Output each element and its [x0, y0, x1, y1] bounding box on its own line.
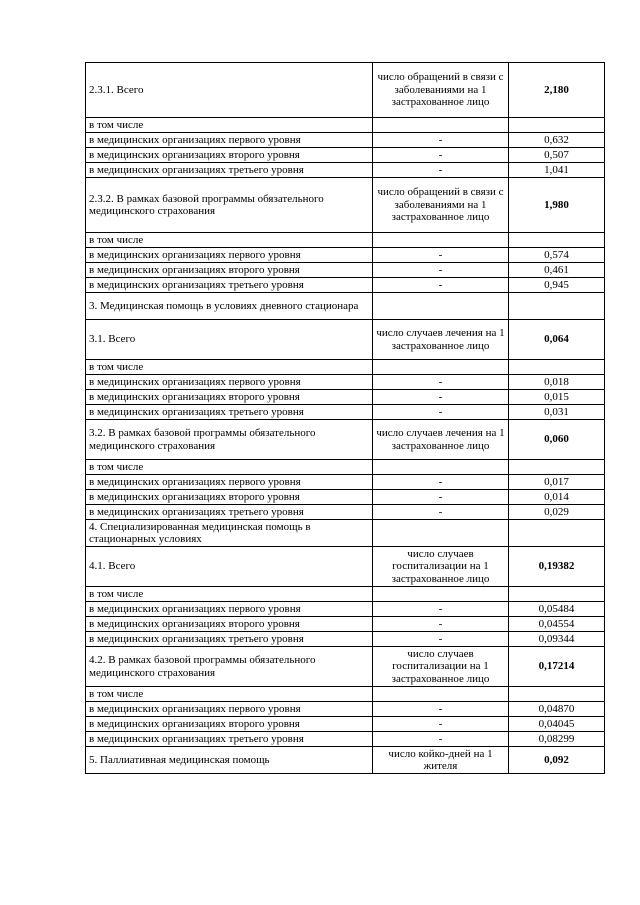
table-row	[86, 687, 605, 702]
row-unit: число обращений в связи с заболеваниями на 1 застрахованное лицо	[373, 178, 509, 233]
row-value	[509, 293, 605, 320]
row-unit: -	[373, 717, 509, 732]
row-label: 2.3.1. Всего	[86, 63, 373, 118]
row-value: 0,092	[509, 747, 605, 774]
table-row	[86, 178, 605, 233]
row-unit: -	[373, 390, 509, 405]
row-value	[509, 687, 605, 702]
row-value: 0,507	[509, 148, 605, 163]
row-label: в медицинских организациях второго уровня	[86, 263, 373, 278]
row-value: 0,05484	[509, 602, 605, 617]
row-label: в том числе	[86, 233, 373, 248]
row-label: в том числе	[86, 587, 373, 602]
row-value: 0,461	[509, 263, 605, 278]
table-row	[86, 405, 605, 420]
row-label: 2.3.2. В рамках базовой программы обязательного медицинского страхования	[86, 178, 373, 233]
row-unit: число обращений в связи с заболеваниями на 1 застрахованное лицо	[373, 63, 509, 118]
row-label: в том числе	[86, 118, 373, 133]
row-label: в медицинских организациях третьего уровня	[86, 632, 373, 647]
table-row	[86, 263, 605, 278]
row-unit: -	[373, 375, 509, 390]
row-value: 0,574	[509, 248, 605, 263]
table-row	[86, 233, 605, 248]
row-unit: число случаев госпитализации на 1 застрахованное лицо	[373, 647, 509, 687]
row-label: в медицинских организациях третьего уровня	[86, 405, 373, 420]
row-unit: число случаев госпитализации на 1 застрахованное лицо	[373, 547, 509, 587]
row-label: в медицинских организациях первого уровня	[86, 375, 373, 390]
row-value	[509, 233, 605, 248]
row-value	[509, 360, 605, 375]
table-row	[86, 278, 605, 293]
table-row	[86, 617, 605, 632]
row-value	[509, 520, 605, 547]
row-unit: -	[373, 702, 509, 717]
row-label: в медицинских организациях второго уровня	[86, 717, 373, 732]
row-label: в том числе	[86, 687, 373, 702]
row-value: 0,08299	[509, 732, 605, 747]
row-value: 0,017	[509, 475, 605, 490]
row-value	[509, 118, 605, 133]
row-value: 0,945	[509, 278, 605, 293]
table-row	[86, 547, 605, 587]
row-unit: -	[373, 248, 509, 263]
row-label: в том числе	[86, 360, 373, 375]
row-label: 5. Паллиативная медицинская помощь	[86, 747, 373, 774]
table-row	[86, 505, 605, 520]
table-row	[86, 717, 605, 732]
row-value: 0,632	[509, 133, 605, 148]
row-value: 0,014	[509, 490, 605, 505]
row-label: в медицинских организациях третьего уровня	[86, 505, 373, 520]
row-value: 0,04554	[509, 617, 605, 632]
row-label: в медицинских организациях второго уровня	[86, 617, 373, 632]
row-value: 1,041	[509, 163, 605, 178]
table-row	[86, 490, 605, 505]
row-unit: -	[373, 505, 509, 520]
row-label: 3.1. Всего	[86, 320, 373, 360]
row-label: в медицинских организациях первого уровня	[86, 475, 373, 490]
table-row	[86, 475, 605, 490]
row-label: в медицинских организациях первого уровня	[86, 133, 373, 148]
table-row	[86, 632, 605, 647]
row-unit: число случаев лечения на 1 застрахованное лицо	[373, 420, 509, 460]
row-label: 3. Медицинская помощь в условиях дневного стационара	[86, 293, 373, 320]
row-unit	[373, 293, 509, 320]
row-label: 4.2. В рамках базовой программы обязательного медицинского страхования	[86, 647, 373, 687]
row-unit: -	[373, 133, 509, 148]
row-unit: -	[373, 617, 509, 632]
table-row	[86, 148, 605, 163]
row-unit: -	[373, 732, 509, 747]
row-label: в медицинских организациях второго уровня	[86, 490, 373, 505]
row-unit: -	[373, 632, 509, 647]
row-label: 4.1. Всего	[86, 547, 373, 587]
table-row	[86, 375, 605, 390]
row-value: 0,029	[509, 505, 605, 520]
table-row	[86, 587, 605, 602]
row-value: 0,060	[509, 420, 605, 460]
indicators-table	[85, 62, 605, 774]
table-row	[86, 118, 605, 133]
row-unit	[373, 687, 509, 702]
row-label: в медицинских организациях третьего уровня	[86, 732, 373, 747]
table-row	[86, 320, 605, 360]
table-row	[86, 420, 605, 460]
row-unit: -	[373, 490, 509, 505]
row-value	[509, 460, 605, 475]
table-row	[86, 63, 605, 118]
table-body	[86, 63, 605, 774]
row-value: 1,980	[509, 178, 605, 233]
row-value: 0,064	[509, 320, 605, 360]
table-row	[86, 360, 605, 375]
row-unit: -	[373, 602, 509, 617]
table-row	[86, 602, 605, 617]
table-row	[86, 460, 605, 475]
row-unit: число койко-дней на 1 жителя	[373, 747, 509, 774]
row-label: в медицинских организациях второго уровня	[86, 390, 373, 405]
row-label: в медицинских организациях первого уровня	[86, 602, 373, 617]
table-row	[86, 248, 605, 263]
row-unit	[373, 520, 509, 547]
table-row	[86, 702, 605, 717]
row-unit	[373, 118, 509, 133]
row-label: в том числе	[86, 460, 373, 475]
row-value: 0,018	[509, 375, 605, 390]
row-value: 0,015	[509, 390, 605, 405]
table-row	[86, 520, 605, 547]
row-label: в медицинских организациях второго уровня	[86, 148, 373, 163]
row-unit: -	[373, 148, 509, 163]
row-unit: -	[373, 263, 509, 278]
row-value: 0,17214	[509, 647, 605, 687]
table-row	[86, 133, 605, 148]
row-unit: -	[373, 278, 509, 293]
table-row	[86, 390, 605, 405]
row-value: 2,180	[509, 63, 605, 118]
table-row	[86, 732, 605, 747]
row-label: 3.2. В рамках базовой программы обязательного медицинского страхования	[86, 420, 373, 460]
row-unit: -	[373, 405, 509, 420]
table-row	[86, 293, 605, 320]
row-unit	[373, 587, 509, 602]
row-unit	[373, 460, 509, 475]
row-value	[509, 587, 605, 602]
row-value: 0,09344	[509, 632, 605, 647]
row-label: 4. Специализированная медицинская помощь в стационарных условиях	[86, 520, 373, 547]
table-row	[86, 163, 605, 178]
row-value: 0,04045	[509, 717, 605, 732]
row-label: в медицинских организациях третьего уровня	[86, 163, 373, 178]
row-unit: число случаев лечения на 1 застрахованное лицо	[373, 320, 509, 360]
row-value: 0,19382	[509, 547, 605, 587]
table-row	[86, 647, 605, 687]
row-label: в медицинских организациях третьего уровня	[86, 278, 373, 293]
row-unit: -	[373, 475, 509, 490]
row-value: 0,031	[509, 405, 605, 420]
row-unit	[373, 233, 509, 248]
table-row	[86, 747, 605, 774]
row-unit: -	[373, 163, 509, 178]
row-label: в медицинских организациях первого уровня	[86, 248, 373, 263]
row-label: в медицинских организациях первого уровня	[86, 702, 373, 717]
row-unit	[373, 360, 509, 375]
row-value: 0,04870	[509, 702, 605, 717]
